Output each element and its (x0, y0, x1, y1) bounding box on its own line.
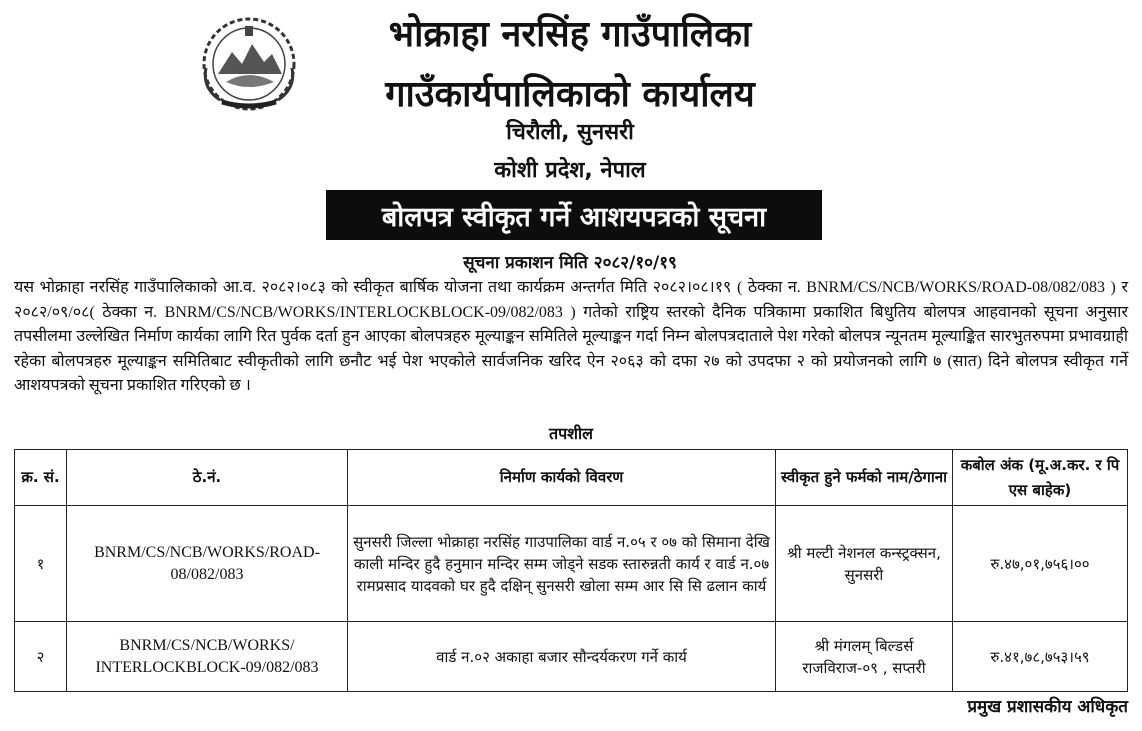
row-amount: रु.४७,०१,७५६।०० (953, 506, 1128, 622)
header-description: निर्माण कार्यको विवरण (348, 450, 776, 506)
header-contract-no: ठे.नं. (67, 450, 348, 506)
row-description: सुनसरी जिल्ला भोक्राहा नरसिंह गाउपालिका वार्ड न.०५ र ०७ को सिमाना देखि काली मन्दिर हुदै हनुमान मन्दिर सम्म जोड्ने सडक स्तारुन्नती कार्य र वार्ड न.०७ रामप्रसाद यादवको घर हुदै दक्षिन् सुनसरी खोला सम्म आर सि सि ढलान कार्य (348, 506, 776, 622)
schedule-label: तपशील (548, 424, 594, 443)
municipality-name: भोक्राहा नरसिंह गाउँपालिका (388, 14, 752, 55)
table-row (15, 622, 1128, 692)
row-sn: १ (15, 506, 67, 622)
publication-date: सूचना प्रकाशन मिति २०८२/१०/१९ (463, 253, 677, 273)
signoff-title: प्रमुख प्रशासकीय अधिकृत (967, 697, 1128, 717)
notice-title-banner (326, 190, 822, 240)
header-sn: क्र. सं. (15, 450, 67, 506)
table-header-row (15, 450, 1128, 506)
row-amount: रु.४१,७८,७५३।५९ (953, 622, 1128, 692)
row-firm: श्री मंगलम् बिल्डर्स राजविराज-०९ , सप्तरी (776, 622, 953, 692)
row-description: वार्ड न.०२ अकाहा बजार सौन्दर्यकरण गर्ने कार्य (348, 622, 776, 692)
header-firm: स्वीकृत हुने फर्मको नाम/ठेगाना (776, 450, 953, 506)
header-amount: कबोल अंक (मू.अ.कर. र पि एस बाहेक) (953, 450, 1128, 506)
row-sn: २ (15, 622, 67, 692)
office-address: चिरौली, सुनसरी (506, 120, 634, 145)
office-name: गाउँकार्यपालिकाको कार्यालय (385, 74, 755, 115)
nepal-emblem-logo (196, 12, 302, 112)
contract-table (14, 449, 1128, 692)
row-contract-no: BNRM/CS/NCB/WORKS/ROAD-08/082/083 (67, 506, 348, 622)
office-province: कोशी प्रदेश, नेपाल (494, 158, 646, 183)
row-firm: श्री मल्टी नेशनल कन्स्ट्रक्सन, सुनसरी (776, 506, 953, 622)
table-row (15, 506, 1128, 622)
row-contract-no: BNRM/CS/NCB/WORKS/ INTERLOCKBLOCK-09/082/083 (67, 622, 348, 692)
notice-body-paragraph: यस भोक्राहा नरसिंह गाउँपालिकाको आ.व. २०८२।०८३ को स्वीकृत बार्षिक योजना तथा कार्यक्रम अन्तर्गत मिति २०८२।०८।१९ ( ठेक्का न. BNRM/CS/NCB/WORKS/ROAD-08/082/083 ) र २०८२/०९/०८( ठेक्का न. BNRM/CS/NCB/WORKS/INTERLOCKBLOCK-09/082/083 ) गतेको राष्ट्रिय स्तरको दैनिक पत्रिकामा प्रकाशित बिधुतिय बोलपत्र आहवानको सूचना अनुसार तपसीलमा उल्लेखित निर्माण कार्यका लागि रित पुर्वक दर्ता हुन आएका बोलपत्रहरु मूल्याङ्कन समितिले मूल्याङ्कन गर्दा निम्न बोलपत्रदाताले पेश गरेको बोलपत्र न्यूनतम मूल्याङ्कित सारभुतरुपमा प्रभावग्राही रहेका बोलपत्रहरु मूल्याङ्कन समितिबाट स्वीकृतीको लागि छनौट भई पेश भएकोले सार्वजनिक खरिद ऐन २०६३ को दफा २७ को उपदफा २ को प्रयोजनको लागि ७ (सात) दिने बोलपत्र स्वीकृत गर्ने आशयपत्रको सूचना प्रकाशित गरिएको छ । (14, 279, 1128, 394)
notice-title: बोलपत्र स्वीकृत गर्ने आशयपत्रको सूचना (381, 201, 767, 233)
